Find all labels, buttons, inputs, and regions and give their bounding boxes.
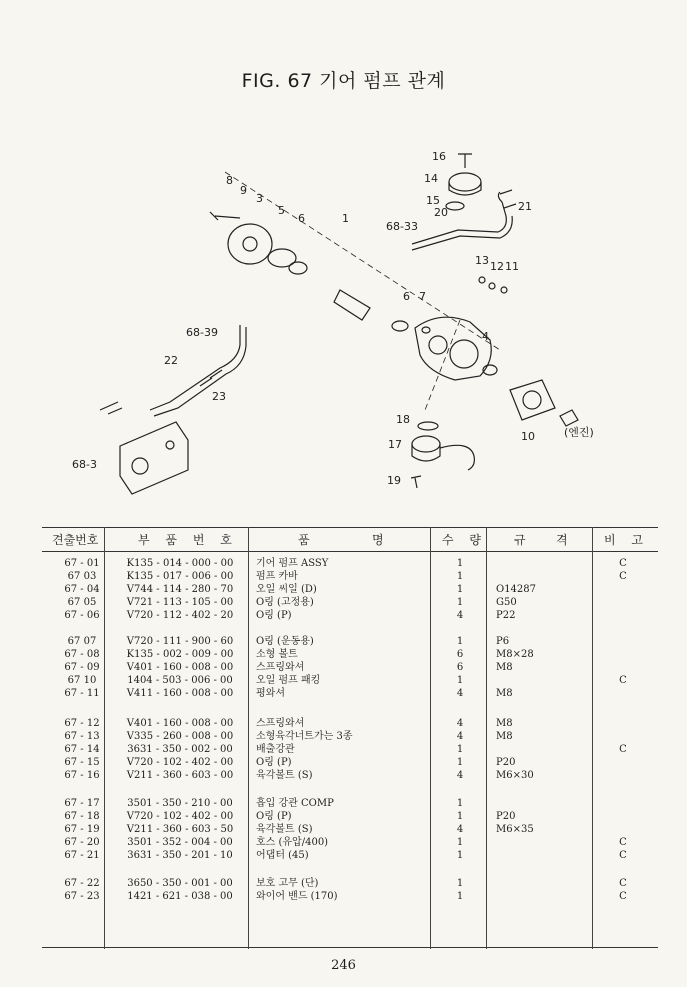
cell-qty: 1 xyxy=(456,558,464,569)
cell-name: 기어 펌프 ASSY xyxy=(256,558,329,569)
callout-9: 9 xyxy=(240,184,247,197)
cell-name: 보호 고무 (단) xyxy=(256,878,319,889)
cell-part-no: V401 - 160 - 008 - 00 xyxy=(126,662,234,673)
callout-23: 23 xyxy=(212,390,226,403)
cell-qty: 4 xyxy=(456,770,464,781)
cell-part-no: K135 - 002 - 009 - 00 xyxy=(126,649,234,660)
cell-name: 호스 (유압/400) xyxy=(256,837,329,848)
cell-qty: 6 xyxy=(456,649,464,660)
cell-qty: 6 xyxy=(456,662,464,673)
cell-remark: C xyxy=(619,850,627,861)
cell-qty: 1 xyxy=(456,850,464,861)
cell-qty: 4 xyxy=(456,688,464,699)
cell-qty: 1 xyxy=(456,675,464,686)
cell-no: 67 - 19 xyxy=(64,824,100,835)
cell-name: 스프링와셔 xyxy=(256,718,305,729)
cell-qty: 1 xyxy=(456,891,464,902)
cell-no: 67 - 09 xyxy=(64,662,100,673)
figure-title: FIG. 67 기어 펌프 관계 xyxy=(241,70,446,92)
cell-name: O링 (운동용) xyxy=(256,636,314,647)
header-name-b: 명 xyxy=(372,533,390,547)
table-row xyxy=(0,769,687,782)
cell-part-no: V720 - 112 - 402 - 20 xyxy=(126,610,234,621)
exploded-parts-diagram xyxy=(60,140,620,510)
cell-no: 67 - 14 xyxy=(64,744,100,755)
table-row xyxy=(0,687,687,700)
cell-part-no: V721 - 113 - 105 - 00 xyxy=(126,597,234,608)
callout-8: 8 xyxy=(226,174,233,187)
table-row xyxy=(0,661,687,674)
cell-part-no: V720 - 111 - 900 - 60 xyxy=(126,636,234,647)
cell-no: 67 03 xyxy=(67,571,97,582)
callout-14: 14 xyxy=(424,172,438,185)
cell-part-no: 3631 - 350 - 201 - 10 xyxy=(127,850,233,861)
cell-part-no: K135 - 014 - 000 - 00 xyxy=(126,558,234,569)
cell-part-no: V744 - 114 - 280 - 70 xyxy=(126,584,234,595)
table-row xyxy=(0,730,687,743)
cell-qty: 4 xyxy=(456,731,464,742)
callout-22: 22 xyxy=(164,354,178,367)
cell-spec: P22 xyxy=(496,610,516,621)
cell-part-no: 3650 - 350 - 001 - 00 xyxy=(127,878,233,889)
cell-no: 67 - 21 xyxy=(64,850,100,861)
cell-part-no: 3501 - 350 - 210 - 00 xyxy=(127,798,233,809)
callout-11: 11 xyxy=(505,260,519,273)
header-spec-a: 규 xyxy=(514,533,532,547)
cell-name: 스프링와셔 xyxy=(256,662,305,673)
cell-spec: M8×28 xyxy=(496,649,534,660)
cell-name: O링 (고정용) xyxy=(256,597,314,608)
cell-part-no: V401 - 160 - 008 - 00 xyxy=(126,718,234,729)
table-row xyxy=(0,609,687,622)
callout-4: 4 xyxy=(482,330,489,343)
cell-spec: M6×35 xyxy=(496,824,534,835)
callout-68-3: 68-3 xyxy=(72,458,97,471)
cell-name: 육각볼트 (S) xyxy=(256,824,313,835)
cell-qty: 1 xyxy=(456,798,464,809)
cell-name: 소형 볼트 xyxy=(256,649,298,660)
header-name-a: 품 xyxy=(298,533,316,547)
callout-17: 17 xyxy=(388,438,402,451)
cell-no: 67 - 18 xyxy=(64,811,100,822)
cell-part-no: V720 - 102 - 402 - 00 xyxy=(126,811,234,822)
callout-21: 21 xyxy=(518,200,532,213)
cell-spec: M6×30 xyxy=(496,770,534,781)
cell-name: 배출강관 xyxy=(256,744,295,755)
cell-part-no: V335 - 260 - 008 - 00 xyxy=(126,731,234,742)
cell-name: O링 (P) xyxy=(256,811,292,822)
cell-no: 67 - 16 xyxy=(64,770,100,781)
cell-qty: 1 xyxy=(456,811,464,822)
cell-spec: G50 xyxy=(496,597,517,608)
table-row xyxy=(0,596,687,609)
table-row xyxy=(0,717,687,730)
cell-spec: M8 xyxy=(496,688,513,699)
table-row xyxy=(0,823,687,836)
cell-part-no: K135 - 017 - 006 - 00 xyxy=(126,571,234,582)
cell-spec: M8 xyxy=(496,662,513,673)
table-row xyxy=(0,756,687,769)
cell-name: 육각볼트 (S) xyxy=(256,770,313,781)
table-row xyxy=(0,635,687,648)
cell-spec: M8 xyxy=(496,731,513,742)
cell-qty: 4 xyxy=(456,718,464,729)
callout-19: 19 xyxy=(387,474,401,487)
header-remark: 비 고 xyxy=(604,533,649,547)
callout-10: 10 xyxy=(521,430,535,443)
cell-part-no: 3501 - 352 - 004 - 00 xyxy=(127,837,233,848)
table-row xyxy=(0,797,687,810)
table-bottom-rule xyxy=(42,947,658,948)
cell-no: 67 - 15 xyxy=(64,757,100,768)
cell-name: O링 (P) xyxy=(256,610,292,621)
table-row xyxy=(0,557,687,570)
cell-name: 와이어 밴드 (170) xyxy=(256,891,338,902)
cell-name: 펌프 카바 xyxy=(256,571,298,582)
cell-no: 67 - 04 xyxy=(64,584,100,595)
table-row xyxy=(0,570,687,583)
table-row xyxy=(0,648,687,661)
header-part-no: 부 품 번 호 xyxy=(138,533,238,547)
table-row xyxy=(0,836,687,849)
cell-no: 67 - 12 xyxy=(64,718,100,729)
table-row xyxy=(0,849,687,862)
callout-3: 3 xyxy=(256,192,263,205)
table-row xyxy=(0,583,687,596)
cell-spec: M8 xyxy=(496,718,513,729)
cell-no: 67 - 22 xyxy=(64,878,100,889)
cell-part-no: 1421 - 621 - 038 - 00 xyxy=(127,891,233,902)
cell-spec: P20 xyxy=(496,757,516,768)
cell-remark: C xyxy=(619,744,627,755)
callout-12: 12 xyxy=(490,260,504,273)
cell-name: O링 (P) xyxy=(256,757,292,768)
cell-part-no: V720 - 102 - 402 - 00 xyxy=(126,757,234,768)
engine-label: (엔진) xyxy=(564,426,594,439)
cell-qty: 1 xyxy=(456,837,464,848)
cell-name: 오일 펌프 패킹 xyxy=(256,675,321,686)
callout-16: 16 xyxy=(432,150,446,163)
cell-no: 67 - 13 xyxy=(64,731,100,742)
cell-no: 67 - 20 xyxy=(64,837,100,848)
callout-68-33: 68-33 xyxy=(386,220,418,233)
table-row xyxy=(0,890,687,903)
cell-part-no: V211 - 360 - 603 - 00 xyxy=(126,770,234,781)
callout-15: 15 xyxy=(426,194,440,207)
cell-spec: O14287 xyxy=(496,584,537,595)
cell-qty: 1 xyxy=(456,757,464,768)
callout-6-lower: 6 xyxy=(403,290,410,303)
cell-no: 67 - 06 xyxy=(64,610,100,621)
table-row xyxy=(0,810,687,823)
table-row xyxy=(0,743,687,756)
cell-qty: 1 xyxy=(456,584,464,595)
cell-no: 67 07 xyxy=(67,636,97,647)
cell-remark: C xyxy=(619,837,627,848)
cell-remark: C xyxy=(619,891,627,902)
cell-spec: P6 xyxy=(496,636,510,647)
cell-no: 67 - 01 xyxy=(64,558,100,569)
table-header-rule xyxy=(42,551,658,552)
cell-qty: 4 xyxy=(456,610,464,621)
cell-name: 오일 씨일 (D) xyxy=(256,584,317,595)
cell-name: 평와셔 xyxy=(256,688,285,699)
cell-remark: C xyxy=(619,675,627,686)
callout-1: 1 xyxy=(342,212,349,225)
cell-no: 67 - 17 xyxy=(64,798,100,809)
cell-qty: 4 xyxy=(456,824,464,835)
cell-name: 소형육각너트가는 3종 xyxy=(256,731,353,742)
cell-name: 어댑터 (45) xyxy=(256,850,309,861)
cell-remark: C xyxy=(619,571,627,582)
header-no: 견출번호 xyxy=(52,533,99,547)
cell-qty: 1 xyxy=(456,597,464,608)
cell-spec: P20 xyxy=(496,811,516,822)
cell-remark: C xyxy=(619,878,627,889)
callout-6-upper: 6 xyxy=(298,212,305,225)
cell-no: 67 10 xyxy=(67,675,97,686)
cell-qty: 1 xyxy=(456,744,464,755)
header-qty: 수 량 xyxy=(442,533,487,547)
cell-qty: 1 xyxy=(456,571,464,582)
cell-no: 67 - 08 xyxy=(64,649,100,660)
cell-no: 67 05 xyxy=(67,597,97,608)
callout-13: 13 xyxy=(475,254,489,267)
cell-part-no: V211 - 360 - 603 - 50 xyxy=(126,824,234,835)
table-top-rule xyxy=(42,527,658,528)
cell-part-no: 3631 - 350 - 002 - 00 xyxy=(127,744,233,755)
callout-18: 18 xyxy=(396,413,410,426)
header-spec-b: 격 xyxy=(556,533,574,547)
cell-no: 67 - 23 xyxy=(64,891,100,902)
callout-68-39: 68-39 xyxy=(186,326,218,339)
callout-20: 20 xyxy=(434,206,448,219)
cell-remark: C xyxy=(619,558,627,569)
callout-7: 7 xyxy=(419,290,426,303)
table-row xyxy=(0,674,687,687)
cell-no: 67 - 11 xyxy=(64,688,100,699)
cell-qty: 1 xyxy=(456,878,464,889)
cell-part-no: V411 - 160 - 008 - 00 xyxy=(126,688,234,699)
callout-5: 5 xyxy=(278,204,285,217)
page-number: 246 xyxy=(331,958,356,973)
cell-part-no: 1404 - 503 - 006 - 00 xyxy=(127,675,233,686)
cell-qty: 1 xyxy=(456,636,464,647)
table-row xyxy=(0,877,687,890)
cell-name: 흡입 강관 COMP xyxy=(256,798,334,809)
